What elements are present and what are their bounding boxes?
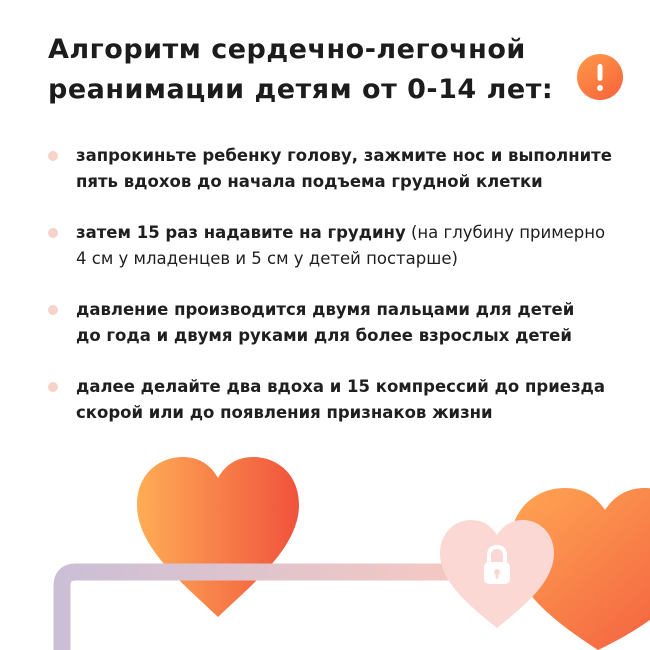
bullet-dot — [48, 305, 58, 315]
bullet-dot — [48, 151, 58, 161]
item-4-line-1: далее делайте два вдоха и 15 компрессий до приезда — [76, 377, 606, 396]
item-2-regular-text: (на глубину примерно — [405, 223, 606, 242]
item-2-bold-text: затем 15 раз надавите на грудину — [76, 223, 406, 242]
page-title — [48, 30, 578, 110]
exclamation-icon — [577, 54, 623, 100]
item-2-line-2: 4 см у младенцев и 5 см у детей постарше) — [76, 249, 458, 268]
alert-badge — [577, 54, 623, 100]
item-3-line-1: давление производится двумя пальцами для детей — [76, 300, 575, 319]
item-2-line-1 — [76, 220, 623, 246]
bullet-dot — [48, 382, 58, 392]
item-4-line-2: скорой или до появления признаков жизни — [76, 403, 493, 422]
title-line-1: Алгоритм сердечно-легочной — [48, 34, 526, 65]
list-item-1 — [48, 143, 623, 195]
item-1-line-2: пять вдохов до начала подъема грудной клетки — [76, 172, 543, 191]
list-item-2 — [48, 220, 623, 272]
frame-line — [62, 572, 470, 650]
bullet-dot — [48, 228, 58, 238]
hearts-illustration — [0, 430, 650, 650]
list-item-4 — [48, 374, 623, 426]
item-3-line-2: до года и двумя руками для более взрослых детей — [76, 326, 572, 345]
item-1-line-1: запрокиньте ребенку голову, зажмите нос и выполните — [76, 146, 612, 165]
title-line-2: реанимации детям от 0-14 лет: — [48, 74, 554, 105]
instruction-list — [48, 143, 623, 451]
list-item-3 — [48, 297, 623, 349]
heart-icon — [137, 457, 299, 617]
